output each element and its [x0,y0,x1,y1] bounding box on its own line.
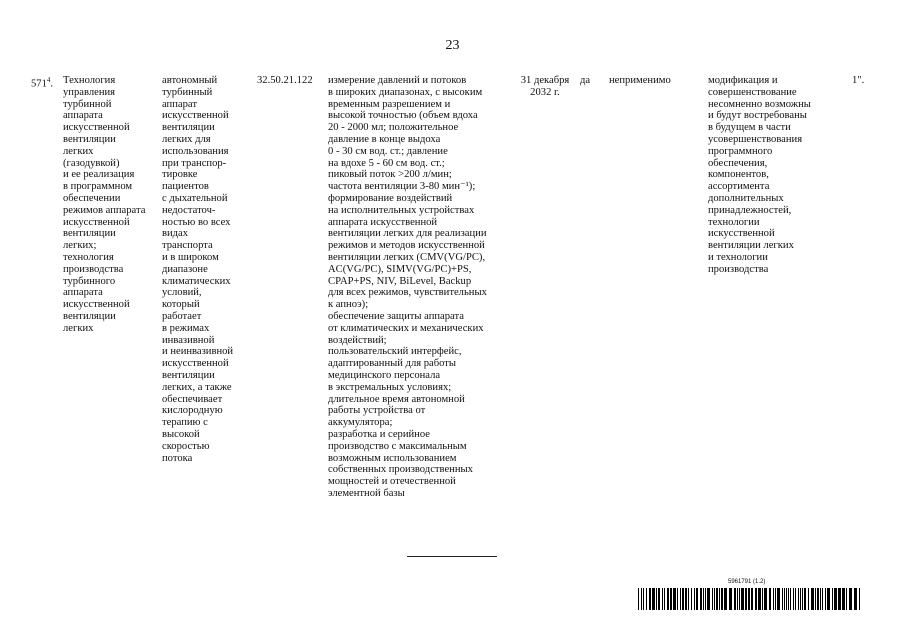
barcode-bar [729,588,732,610]
row-number-superscript: 4 [46,76,51,84]
barcode-bar [707,588,710,610]
barcode-bar [782,588,783,610]
barcode-bar [822,588,823,610]
row-number [31,75,53,90]
barcode-bar [786,588,787,610]
characteristics-cell: измерение давлений и потоков в широких диапазонах, с высоким временным разрешением и высокой точностью (объем вдоха 20 - 2000 мл; положительное давление в конце выдоха 0 - 30 см вод. ст.; давление на вдохе 5 - 60 см вод. ст.; пиковый поток >200 л/мин; частота вентиляции 3-80 мин⁻¹); формирование воздействий на исполнительных устройствах аппарата искусственной вентиляции легких для реализации режимов и методов искусственной вентиляции легких (CMV(VG/PC), AC(VG/PC), SIMV(VG/PC)+PS, CPAP+PS, NIV, BiLevel, Backup для всех режимов, чувствительных к апноэ); обеспечение защиты аппарата от климатических и механических воздействий; пользовательский интерфейс, адаптированный для работы медицинского персонала в экстремальных условиях; длительное время автономной работы устройства от аккумулятора; разработка и серийное производство с максимальным возможным использованием собственных производственных мощностей и отечественной элементной базы [328,75,487,499]
row-number-main: 571 [31,78,47,90]
barcode-bar [758,588,761,610]
barcode-bar [751,588,753,610]
barcode-bar [827,588,830,610]
barcode-bar [800,588,801,610]
barcode-bar [748,588,750,610]
barcode-bar [811,588,814,610]
barcode-bar [825,588,826,610]
barcode-bar [703,588,704,610]
barcode-bar [696,588,698,610]
barcode-bar [815,588,816,610]
barcode-bar [685,588,687,610]
barcode-bar [721,588,723,610]
deadline-date-cell: 31 декабря 2032 г. [520,75,570,98]
barcode-bar [682,588,684,610]
barcode-bar [700,588,702,610]
barcode-bar [641,588,642,610]
barcode-bar [652,588,655,610]
barcode-image [638,588,860,610]
yes-cell: да [580,75,591,86]
barcode-bar [808,588,809,610]
barcode-bar [737,588,738,610]
barcode-caption: 5961791 (1.2) [728,579,766,585]
barcode-bar [842,588,845,610]
barcode-bar [694,588,695,610]
row-number-suffix: . [50,78,54,90]
purpose-cell: автономный турбинный аппарат искусственной вентиляции легких для использования при транспор- тировке пациентов с дыхательной недостаточ- ностью во всех видах транспорта и в широком диапазоне климатических условий, который работает в режимах инвазивной и неинвазивной искусственной вентиляции легких, а также обеспечивает кислородную терапию с высокой скоростью потока [162,75,234,464]
barcode-bar [764,588,767,610]
barcode-bar [739,588,740,610]
barcode-bar [838,588,841,610]
barcode-bar [658,588,660,610]
barcode-bar [795,588,796,610]
barcode-bar [677,588,678,610]
barcode-bar [741,588,744,610]
barcode-bar [793,588,794,610]
barcode-bar [834,588,837,610]
barcode-bar [769,588,771,610]
page-number: 23 [445,38,460,53]
barcode-bar [705,588,706,610]
barcode-bar [849,588,852,610]
barcode-bar [773,588,774,610]
barcode-bar [788,588,789,610]
barcode-bar [712,588,713,610]
barcode-bar [755,588,757,610]
barcode-bar [817,588,819,610]
barcode-bar [846,588,847,610]
barcode-bar [688,588,689,610]
barcode-bar [745,588,747,610]
barcode-bar [798,588,799,610]
barcode-bar [664,588,665,610]
barcode-bar [790,588,791,610]
footnote-separator [407,556,497,557]
barcode-bar [673,588,676,610]
barcode-bar [734,588,736,610]
barcode-bar [775,588,776,610]
barcode-bar [667,588,669,610]
barcode-bar [716,588,718,610]
technology-name-cell: Технология управления турбинной аппарата искусственной вентиляции легких (газодувкой) и ее реализация в программном обеспечении режимов аппарата искусственной вентиляции легких; технология производства турбинного аппарата искусственной вентиляции легких [63,75,146,334]
barcode-bar [643,588,644,610]
barcode-bar [854,588,857,610]
barcode-bar [714,588,715,610]
barcode-bar [691,588,692,610]
barcode-bar [802,588,803,610]
barcode-bar [656,588,657,610]
barcode-bar [724,588,727,610]
barcode-bar [804,588,806,610]
barcode-bar [820,588,821,610]
modification-cell: модификация и совершенствование несомненно возможны и будут востребованы в будущем в части усовершенствования программного обеспечения, компонентов, ассортимента дополнительных принадлежностей, технологии искусственной вентиляции легких и технологии производства [708,75,811,275]
barcode-bar [662,588,663,610]
barcode-bar [762,588,763,610]
okpd-code-cell: 32.50.21.122 [257,75,313,86]
barcode-bar [719,588,720,610]
barcode-bar [670,588,672,610]
barcode-bar [777,588,780,610]
not-applicable-cell: неприменимо [609,75,671,86]
barcode-bar [680,588,681,610]
barcode-bar [638,588,639,610]
barcode-bar [784,588,785,610]
barcode-bar [859,588,860,610]
barcode-bar [646,588,647,610]
barcode-bar [649,588,651,610]
barcode-bar [832,588,833,610]
row-end-mark: 1". [852,75,865,86]
